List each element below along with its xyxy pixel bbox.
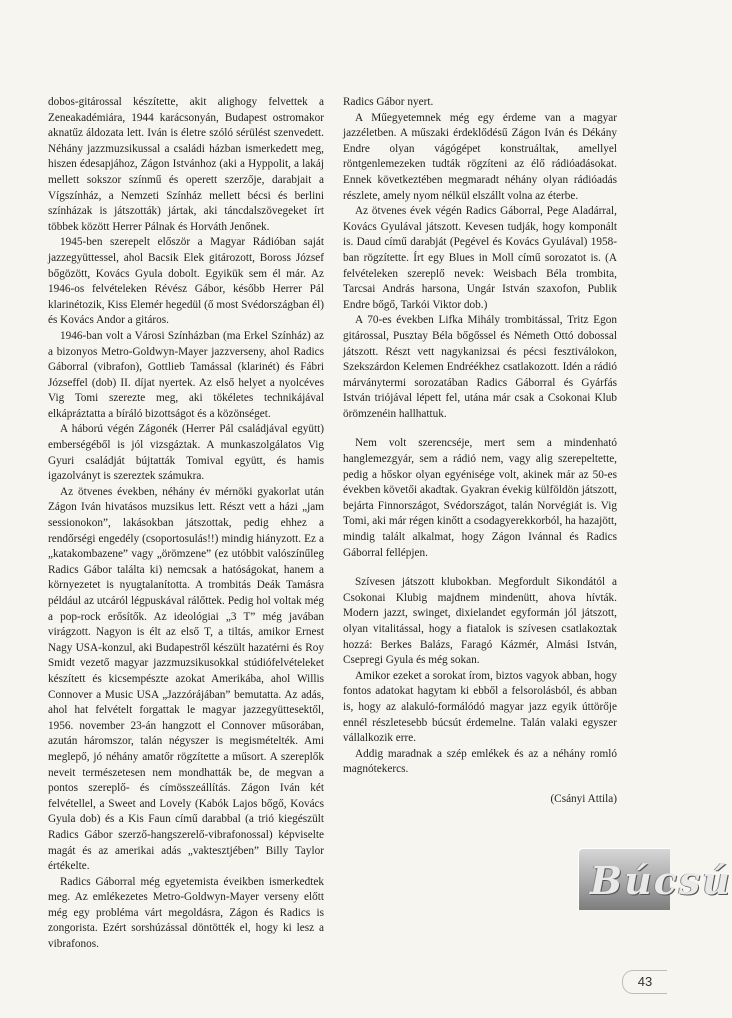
paragraph: A Műegyetemnek még egy érdeme van a magyar jazzéletben. A műszaki érdeklődésű Zágon Iván és Dékány Endre olyan vágógépet konstruáltak, amellyel röntgenlemezeken tudták rögzíteni az élő rádióadásokat. Ennek következtében megmaradt néhány olyan rádióadás részlete, amely nyom nélkül elszállt volna az éterbe.	[343, 111, 617, 202]
paragraph: 1946-ban volt a Városi Színházban (ma Erkel Színház) az a bizonyos Metro-Goldwyn-Mayer jazzverseny, ahol Radics Gáborral (vibrafon), Gottlieb Tamással (klarinét) és Fábri Józseffel (dob) II. díjat nyertek. Az első helyet a nyolcéves Vig Tomi szerezte meg, aki tökéletes technikájával elkápráztatta a bíráló bizottságot és a közönséget.	[48, 329, 324, 420]
paragraph: 1945-ben szerepelt először a Magyar Rádióban saját jazzegyüttessel, ahol Bacsik Elek gitározott, Boross József bőgözött, Kovács Gyula dobolt. Egyikük sem él már. Az 1946-os felvételeken Révész Gábor, később Herrer Pál klarinétozik, Kiss Elemér hegedül (ő most Svédországban él) és Kovács Andor a gitáros.	[48, 236, 324, 327]
paragraph: Az ötvenes évek végén Radics Gáborral, Pege Aladárral, Kovács Gyulával játszott. Kevesen tudják, hogy komponált is. Daud című darabját (Pegével és Kovács Gyulával) 1958-ban rögzítette. Írt egy Blues in Moll című sorozatot is. (A felvételeken szereplő nevek: Weisbach Béla trombita, Tarcsai András harsona, Ungár István szaxofon, Publik Endre bőgő, Tarkói Viktor dob.)	[343, 205, 617, 311]
section-tag-label: Búcsú	[590, 858, 732, 903]
paragraph: Amikor ezeket a sorokat írom, biztos vagyok abban, hogy fontos adatokat hagytam ki ebből a felsorolásból, és abban is, hogy az alakuló-formálódó magyar jazz egyik úttörője ennél részletesebb búcsút érdemelne. Talán valaki egyszer vállalkozik erre.	[343, 669, 617, 745]
page-number: 43	[622, 970, 667, 994]
paragraph: Az ötvenes években, néhány év mérnöki gyakorlat után Zágon Iván hivatásos muzsikus lett. Részt vett a házi „jam sessionokon”, lakásokban játszottak, pedig ehhez a rendőrségi engedély (csoportosulás!!) mindig hiányzott. Ez a „katakombazene” vagy „örömzene” (ez utóbbit valószínűleg Radics Gábor találta ki) nemcsak a hatóságokat, hanem a környezetet is nyugtalanította. A trombitás Deák Tamásra például az utcáról légpuskával rálőttek. Pedig hol voltak még a pop-rock erősítők. Az ideológiai „3 T” még javában virágzott. Nagyon is élt az első T, a tiltás, amikor Ernest Nagy USA-konzul, aki Budapestről készült hazatérni és Roy Smidt vezető magyar jazzmuzsikusokkal stúdiófelvételeket készített és kicsempészte azokat Amerikába, ahol Willis Connover a Music USA „Jazzórájában” bemutatta. Az adás, ahol hat felvételt forgattak le magyar jazzegyüttesektől, 1956. november 23-án hangzott el Connover műsorában, azután háromszor, talán négyszer is megismételték. Ami meglepő, jó néhány amatőr rögzítette a műsort. A szereplők neveit természetesen nem mondhatták be, de megvan a pontos szereplő- és címösszeállítás. Zágon Iván két felvétellel, a Sweet and Lovely (Kabók Lajos bőgő, Kovács Gyula dob) és a Kis Faun című darabbal (a trió kiegészült Radics Gábor szerző-hangszerelő-vibrafonossal) képviselte magát és az amerikai adás „vaktesztjében” Billy Taylor értékelte.	[48, 485, 324, 873]
paragraph: A háború végén Zágonék (Herrer Pál családjával együtt) emberségéből is jól vizsgáztak. A munkaszolgálatos Vig Gyuri családját bújtatták Tomival együtt, és hamis igazolványt is szereztek számukra.	[48, 423, 324, 483]
article-column-left	[48, 95, 324, 953]
paragraph: Szívesen játszott klubokban. Megfordult Sikondától a Csokonai Klubig majdnem mindenütt, ahova hívták. Modern jazzt, swinget, dixielandet egyformán jól játszott, olyan vitalitással, hogy a fiatalok is szívesen csatlakoztak hozzá: Berkes Balázs, Faragó Kázmér, Almási István, Csepregi Gyula és még sokan.	[343, 576, 617, 667]
paragraph: A 70-es években Lifka Mihály trombitással, Tritz Egon gitárossal, Pusztay Béla bőgőssel és Németh Ottó dobossal játszott. Részt vett nagykanizsai és pécsi fesztiválokon, Szekszárdon Kelemen Endréékhez csatlakozott. Idén a rádió márványtermi sorozatában Radics Gáborral és Gyárfás István triójával lépett fel, utána már csak a Csokonai Klub örömzenéin hallhattuk.	[343, 314, 617, 420]
article-column-right	[343, 95, 617, 808]
section-tag	[578, 848, 732, 910]
author-signature: (Csányi Attila)	[550, 792, 617, 805]
paragraph: Addig maradnak a szép emlékek és az a néhány romló magnótekercs.	[343, 747, 617, 776]
paragraph: Radics Gáborral még egyetemista éveikben ismerkedtek meg. Az emlékezetes Metro-Goldwyn-Mayer verseny előtt még egy probléma várt megoldásra, Zágon és Radics is zongorista. Ezért sorshúzással döntötték el, hogy ki lesz a vibrafonos.	[48, 875, 324, 951]
paragraph: dobos-gitárossal készítette, akit alighogy felvettek a Zeneakadémiára, 1944 karácsonyán, Budapest ostromakor aknatűz áldozata lett. Iván is életre szóló sérülést szenvedett. Néhány jazzmuzsikussal a családi házban ismerkedett meg, hiszen édesapjához, Zágon Istvánhoz (aki a Hyppolit, a lakáj mellett sokszor színmű és operett szerzője, darabjait a Vígszínház, a Nemzeti Színház mellett bécsi és berlini színházak is játszották) jártak, aki táncdalszövegeket írt többek között Herrer Pálnak és Horváth Jenőnek.	[48, 96, 324, 233]
paragraph: Nem volt szerencséje, mert sem a mindenható hanglemezgyár, sem a rádió nem, vagy alig szerepeltette, pedig a hőskor olyan egyénisége volt, akinek már az 50-es években követői akadtak. Gyakran évekig külföldön játszott, bejárta Finnországot, Svédországot, talán Norvégiát is. Vig Tomi, aki már régen kinőtt a csodagyerekkorból, ha hazajött, mindig talált alkalmat, hogy Zágon Ivánnal és Radics Gáborral fellépjen.	[343, 437, 617, 559]
paragraph: Radics Gábor nyert.	[343, 96, 434, 108]
